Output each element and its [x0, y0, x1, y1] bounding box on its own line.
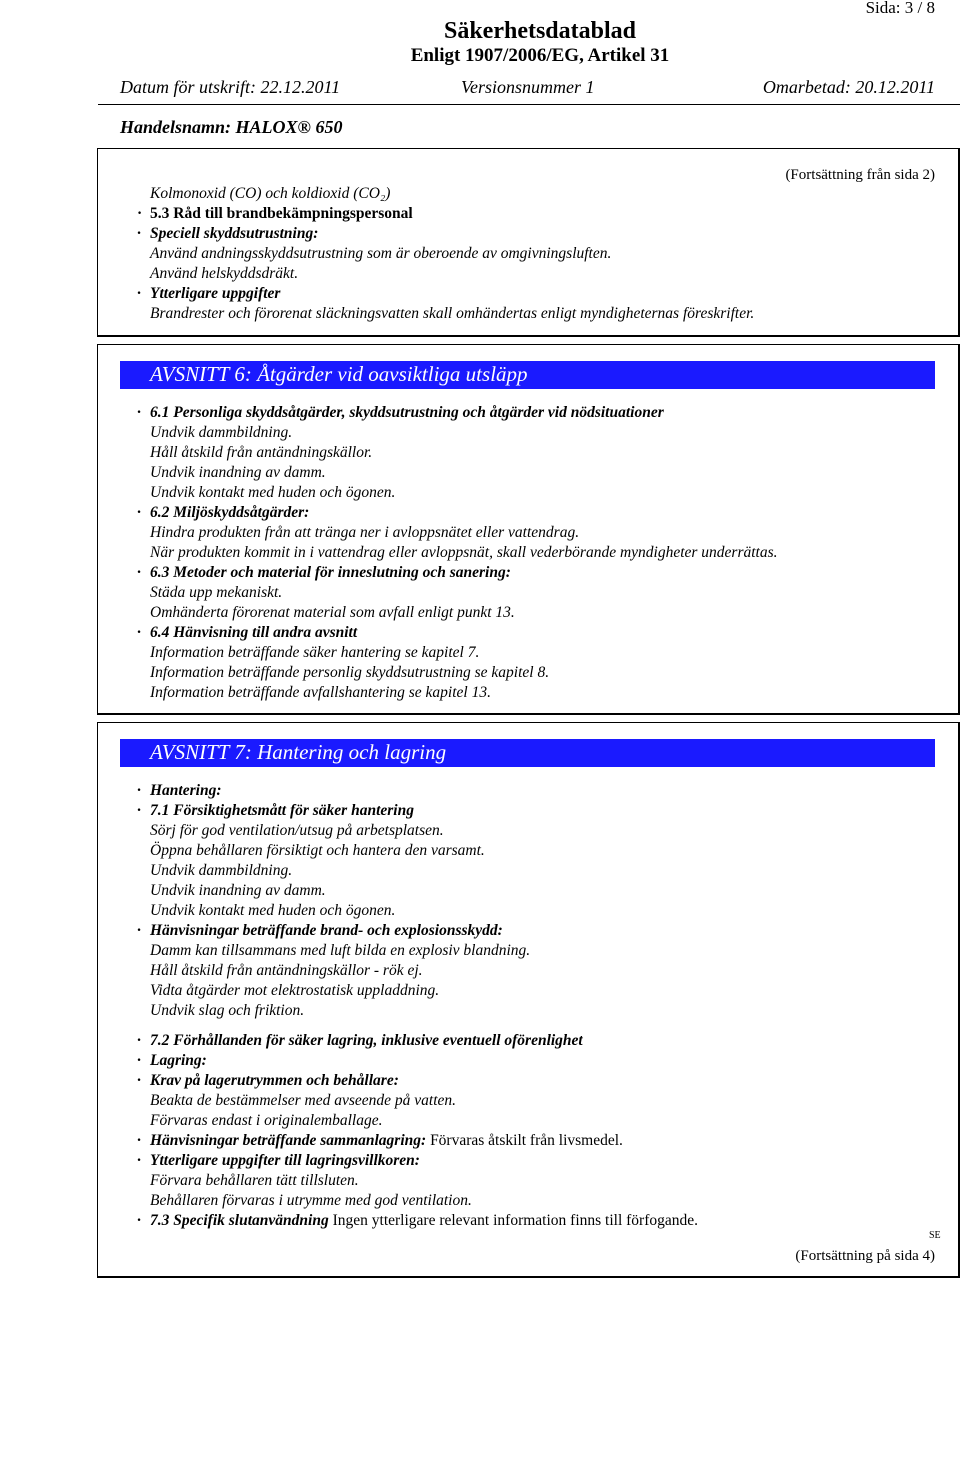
list-item: Behållaren förvaras i utrymme med god ventilation.: [150, 1192, 472, 1209]
subsection-heading-6-2: · 6.2 Miljöskyddsåtgärder:: [137, 504, 310, 521]
page-number: Sida: 3 / 8: [865, 0, 935, 17]
subsection-heading-5-3: · 5.3 Råd till brandbekämpningspersonal: [137, 205, 413, 222]
section7-title: AVSNITT 7: Hantering och lagring: [150, 740, 447, 764]
list-item: Undvik slag och friktion.: [150, 1002, 305, 1019]
list-item: Hindra produkten från att tränga ner i avloppsnätet eller vattendrag.: [150, 524, 580, 541]
header-divider: [98, 104, 960, 105]
text-line: Brandrester och förorenat släckningsvatten skall omhändertas enligt myndigheternas föreskrifter.: [150, 305, 755, 322]
section6-title: AVSNITT 6: Åtgärder vid oavsiktliga utsläpp: [150, 362, 528, 386]
document-title: Säkerhetsdatablad: [443, 18, 637, 44]
list-item: Information beträffande säker hantering se kapitel 7.: [150, 644, 480, 661]
heading-fire-explosion: · Hänvisningar beträffande brand- och explosionsskydd:: [137, 922, 503, 939]
list-item: Damm kan tillsammans med luft bilda en explosiv blandning.: [150, 942, 531, 959]
heading-joint-storage: · Hänvisningar beträffande sammanlagring: Förvaras åtskilt från livsmedel.: [137, 1132, 623, 1149]
list-item: Undvik dammbildning.: [150, 862, 293, 879]
list-item: Undvik inandning av damm.: [150, 464, 326, 481]
heading-storage-conditions: · Ytterligare uppgifter till lagringsvillkoren:: [137, 1152, 420, 1169]
list-item: Undvik kontakt med huden och ögonen.: [150, 484, 396, 501]
trade-name: Handelsnamn: HALOX® 650: [120, 117, 343, 137]
list-item: Håll åtskild från antändningskällor - rök ej.: [150, 962, 423, 979]
list-item: Information beträffande avfallshantering se kapitel 13.: [150, 684, 491, 701]
heading-storage-requirements: · Krav på lagerutrymmen och behållare:: [137, 1072, 399, 1089]
list-item: När produkten kommit in i vattendrag eller avloppsnät, skall vederbörande myndigheter underrättas.: [150, 544, 778, 561]
heading-storage: · Lagring:: [137, 1052, 207, 1069]
joint-storage-text: Förvaras åtskilt från livsmedel.: [430, 1132, 623, 1149]
heading-handling: · Hantering:: [137, 782, 222, 799]
document-subtitle: Enligt 1907/2006/EG, Artikel 31: [410, 45, 670, 66]
subsection-heading-6-4: · 6.4 Hänvisning till andra avsnitt: [137, 624, 358, 641]
text-line: Kolmonoxid (CO) och koldioxid (CO₂): [150, 185, 391, 202]
heading-additional-info: · Ytterligare uppgifter: [137, 285, 281, 302]
list-item: Sörj för god ventilation/utsug på arbetsplatsen.: [150, 822, 444, 839]
subsection-heading-6-3: · 6.3 Metoder och material för inneslutning och sanering:: [137, 564, 511, 581]
list-item: Undvik dammbildning.: [150, 424, 293, 441]
list-item: Städa upp mekaniskt.: [150, 584, 283, 601]
continued-from: (Fortsättning från sida 2): [785, 167, 935, 183]
end-use-text: Ingen ytterligare relevant information finns till förfogande.: [332, 1212, 699, 1229]
list-item: Undvik kontakt med huden och ögonen.: [150, 902, 396, 919]
list-item: Beakta de bestämmelser med avseende på vatten.: [150, 1092, 457, 1109]
list-item: Öppna behållaren försiktigt och hantera den varsamt.: [150, 842, 485, 859]
revised-date: Omarbetad: 20.12.2011: [762, 77, 935, 97]
version-number: Versionsnummer 1: [461, 77, 595, 97]
continued-to: (Fortsättning på sida 4): [795, 1248, 935, 1264]
section6-title-bar: [120, 361, 935, 389]
list-item: Förvara behållaren tätt tillsluten.: [150, 1172, 359, 1189]
print-date: Datum för utskrift: 22.12.2011: [120, 77, 341, 97]
list-item: Undvik inandning av damm.: [150, 882, 326, 899]
subsection-heading-6-1: · 6.1 Personliga skyddsåtgärder, skyddsutrustning och åtgärder vid nödsituationer: [137, 404, 664, 421]
list-item: Håll åtskild från antändningskällor.: [150, 444, 373, 461]
section7-title-bar: [120, 739, 935, 767]
subsection-heading-7-3: · 7.3 Specifik slutanvändning Ingen ytterligare relevant information finns till förfogande.: [137, 1212, 699, 1229]
heading-special-equipment: · Speciell skyddsutrustning:: [137, 225, 319, 242]
country-code: SE: [929, 1230, 941, 1241]
list-item: Förvaras endast i originalemballage.: [150, 1112, 383, 1129]
subsection-heading-7-2: · 7.2 Förhållanden för säker lagring, inklusive eventuell oförenlighet: [137, 1032, 583, 1049]
list-item: Omhänderta förorenat material som avfall enligt punkt 13.: [150, 604, 515, 621]
text-line: Använd andningsskyddsutrustning som är oberoende av omgivningsluften.: [150, 245, 612, 262]
list-item: Information beträffande personlig skyddsutrustning se kapitel 8.: [150, 664, 550, 681]
list-item: Vidta åtgärder mot elektrostatisk uppladdning.: [150, 982, 440, 999]
text-line: Använd helskyddsdräkt.: [150, 265, 299, 282]
subsection-heading-7-1: · 7.1 Försiktighetsmått för säker hantering: [137, 802, 414, 819]
